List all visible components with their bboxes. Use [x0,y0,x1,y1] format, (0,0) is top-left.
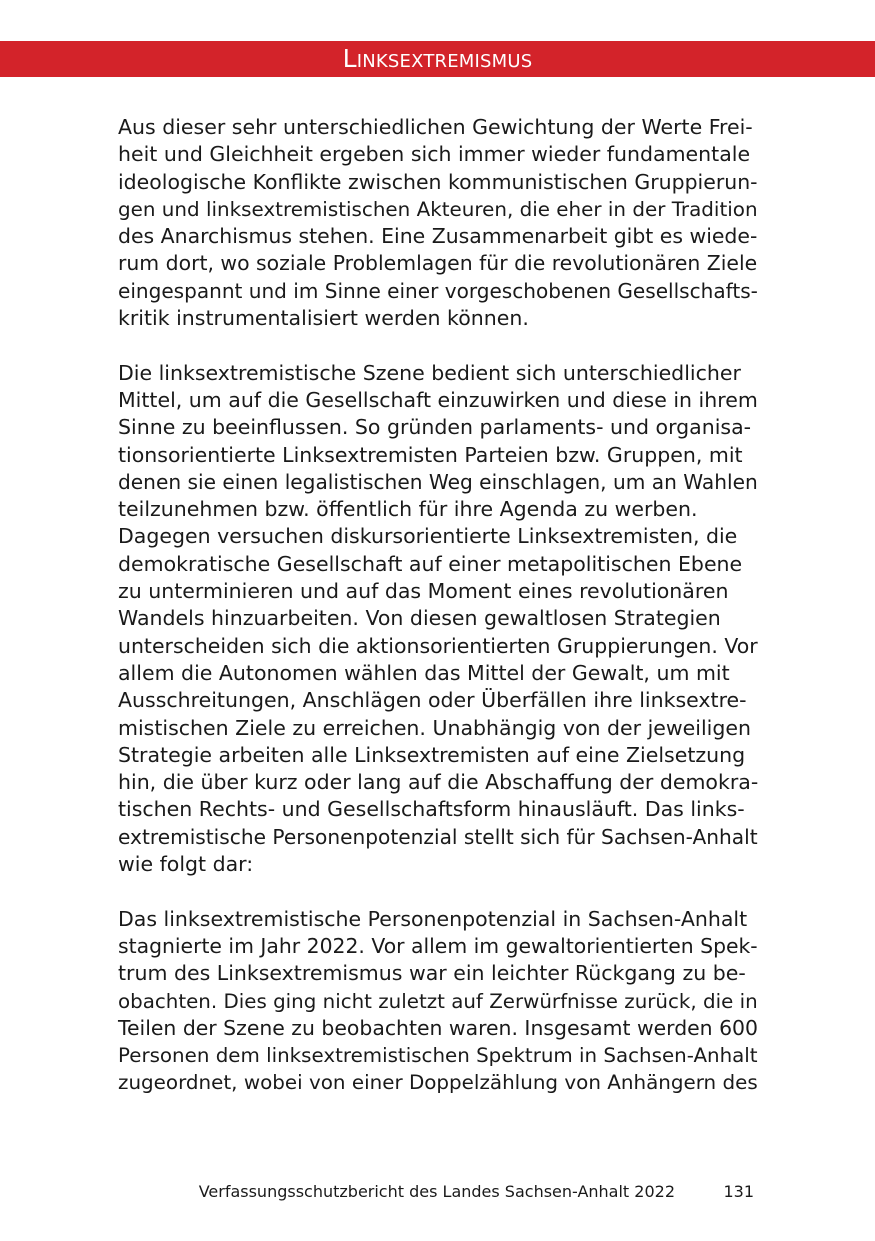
text-line: extremistische Personenpotenzial stellt sich für Sachsen-Anhalt [118,824,758,849]
text-line: Dagegen versuchen diskursorientierte Linksextremisten, die [118,524,738,549]
paragraph-3 [118,906,758,1097]
paragraph-1 [118,114,758,332]
text-line: des Anarchismus stehen. Eine Zusammenarbeit gibt es wiede- [118,224,758,249]
body-text [118,114,758,1097]
text-line: mistischen Ziele zu erreichen. Unabhängig von der jeweiligen [118,715,751,740]
text-line: teilzunehmen bzw. öffentlich für ihre Agenda zu werben. [118,497,698,522]
text-line: gen und linksextremistischen Akteuren, die eher in der Tradition [118,197,758,221]
text-line: ideologische Konflikte zwischen kommunistischen Gruppierun- [118,169,758,194]
text-line: trum des Linksextremismus war ein leichter Rückgang zu be- [118,961,746,986]
text-line: Personen dem linksextremistischen Spektrum in Sachsen-Anhalt [118,1044,758,1068]
text-line: Sinne zu beeinflussen. So gründen parlaments- und organisa- [118,415,752,440]
text-line: zu unterminieren und auf das Moment eines revolutionären [118,579,729,604]
text-line: denen sie einen legalistischen Weg einschlagen, um an Wahlen [118,469,758,494]
text-line: Wandels hinzuarbeiten. Von diesen gewaltlosen Strategien [118,606,721,631]
text-line: tionsorientierte Linksextremisten Parteien bzw. Gruppen, mit [118,442,743,467]
text-line: eingespannt und im Sinne einer vorgeschobenen Gesellschafts- [118,278,758,303]
section-title: Linksextremismus [342,44,533,73]
text-line: demokratische Gesellschaft auf einer metapolitischen Ebene [118,551,743,576]
text-line: heit und Gleichheit ergeben sich immer wieder fundamentale [118,142,751,167]
text-line: rum dort, wo soziale Problemlagen für die revolutionären Ziele [118,251,758,276]
text-line: Strategie arbeiten alle Linksextremisten auf eine Zielsetzung [118,742,746,767]
text-line: Teilen der Szene zu beobachten waren. Insgesamt werden 600 [118,1015,759,1040]
text-line: stagnierte im Jahr 2022. Vor allem im gewaltorientierten Spek- [118,933,758,958]
text-line: tischen Rechts- und Gesellschaftsform hinausläuft. Das links- [118,797,745,822]
text-line: Ausschreitungen, Anschlägen oder Überfällen ihre linksextre- [118,688,747,713]
footer-publication-title: Verfassungsschutzbericht des Landes Sachsen-Anhalt 2022 [198,1182,675,1201]
text-line: Die linksextremistische Szene bedient sich unterschiedlicher [118,360,741,385]
text-line: unterscheiden sich die aktionsorientierten Gruppierungen. Vor [118,633,758,658]
text-line: Das linksextremistische Personenpotenzial in Sachsen-Anhalt [118,906,748,931]
page-number: 131 [723,1182,754,1201]
text-line: obachten. Dies ging nicht zuletzt auf Zerwürfnisse zurück, die in [118,989,758,1013]
paragraph-2 [118,360,758,879]
text-line: allem die Autonomen wählen das Mittel der Gewalt, um mit [118,660,730,685]
section-header-banner [0,41,875,77]
page-footer [0,1180,875,1204]
text-line: zugeordnet, wobei von einer Doppelzählung von Anhängern des [118,1071,758,1095]
text-line: wie folgt dar: [118,852,254,877]
text-line: hin, die über kurz oder lang auf die Abschaffung der demokra- [118,770,759,795]
text-line: kritik instrumentalisiert werden können. [118,306,529,331]
text-line: Aus dieser sehr unterschiedlichen Gewichtung der Werte Frei- [118,115,753,139]
text-line: Mittel, um auf die Gesellschaft einzuwirken und diese in ihrem [118,387,758,412]
